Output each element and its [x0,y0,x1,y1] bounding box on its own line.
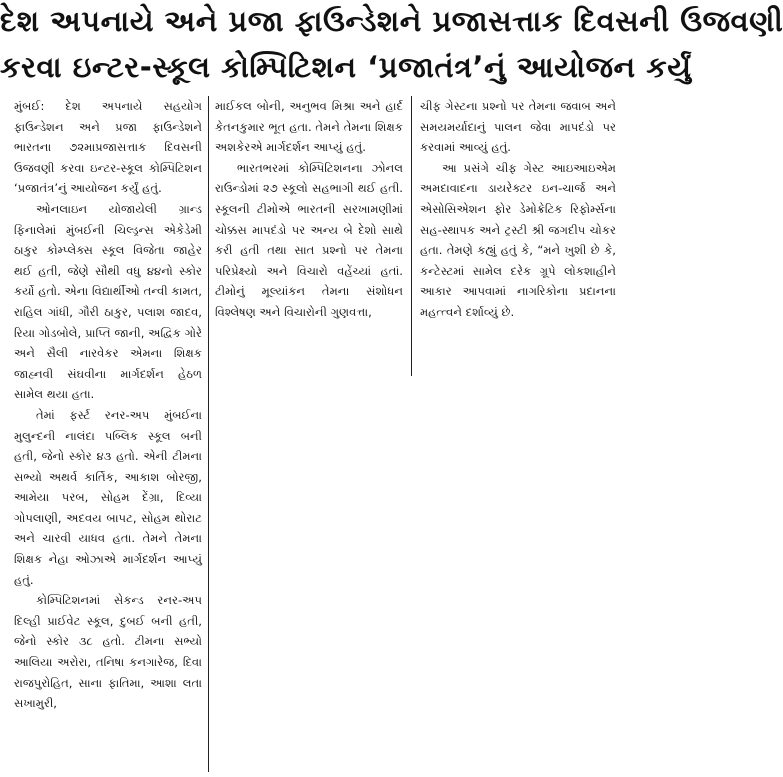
article-column-3 [420,96,616,323]
paragraph-zonal-rounds: ભારતભરમાં કોમ્પિટિશનના ઝોનલ રાઉન્ડોમાં ૨૭ સ્કૂલો સહભાગી થઈ હતી. સ્કૂલની ટીમોએ ભારતની સરખામણીમાં ચોક્કસ માપદંડો પર અન્ય બે દેશો સાથે કરી હતી તથા સાત પ્રશ્નો પર તેમના પરિપ્રેક્ષ્યો અને વિચારો વહેંચ્યાં હતાં. ટીમોનું મૂલ્યાંકન તેમના સંશોધન વિશ્લેષણ અને વિચારોની ગુણવત્તા, [215,160,403,319]
column-divider-1 [208,96,209,772]
paragraph-chief-guest: આ પ્રસંગે ચીફ ગેસ્ટ આઇઆઇએમ અમદાવાદના ડાયરેક્ટર ઇન-ચાર્જ અને એસોસિએશન ફોર ડેમોક્રેટિક રિફોર્મ્સના સહ-સ્થાપક અને ટ્રસ્ટી શ્રી જગદીપ ચોકર હતા. તેમણે કહ્યું હતું કે, “મને ખુશી છે કે, કન્ટેસ્ટમાં સામેલ દરેક ગ્રૂપે લોકશાહીને આકાર આપવામાં નાગરિકોના પ્રદાનના મહત્ત્વને દર્શાવ્યું છે. [420,160,616,319]
paragraph-intro: મુંબઈ: દેશ અપનાયે સહયોગ ફાઉન્ડેશન અને પ્રજા ફાઉન્ડેશને ભારતના ૭૨માપ્રજાસત્તાક દિવસની ઉજવણી કરવા ઇન્ટર-સ્કૂલ કોમ્પિટિશન ‘પ્રજાતંત્ર’નું આયોજન કર્યું હતું. [14,99,202,196]
paragraph-team-continued: માઈકલ બોની, અનુભવ મિશ્રા અને હાર્દ કેતનકુમાર ભૂત હતા. તેમને તેમના શિક્ષક અશકેરએ માર્ગદર્શન આપ્યું હતું. [215,99,403,155]
paragraph-first-runner-up: તેમાં ફર્સ્ટ રનર-અપ મુંબઈના મુલુન્દની નાલંદા પબ્લિક સ્કૂલ બની હતી, જેનો સ્કોર ૪૩ હતો. એની ટીમના સભ્યો અથર્વ કાર્તિક, આકાશ બોરજી, આમેયા પરબ, સોહમ દેંગ્રા, દિવ્યા ગોપલાણી, અદવય બાપટ, સોહમ થોરાટ અને ચારવી યાધવ હતા. તેમને તેમના શિક્ષક નેહા ઓઝાએ માર્ગદર્શન આપ્યું હતું. [14,407,202,587]
headline-line-2: કરવા ઇન્ટર-સ્કૂલ કોમ્પિટિશન ‘પ્રજાતંત્ર’નું આયોજન કર્યું [0,50,692,84]
article-column-2 [215,96,403,323]
column-divider-2 [411,96,412,376]
headline-line-1: દેશ અપનાયે અને પ્રજા ફાઉન્ડેશને પ્રજાસત્તાક દિવસની ઉજવણી [0,4,783,38]
article-column-1 [14,96,202,772]
paragraph-winner: ઓનલાઇન યોજાયેલી ગ્રાન્ડ ફિનાલેમાં મુંબઈની ચિલ્ડ્રન્સ એકેડેમી ઠાકુર કોમ્પ્લેક્સ સ્કૂલ વિજેતા જાહેર થઈ હતી, જેણે સૌથી વધુ ૪૪નો સ્કોર કર્યો હતો. એના વિદ્યાર્થીઓ તન્વી કામત, રાહિલ ગાંધી, ગૌરી ઠાકુર, પલાશ જાદવ, રિયા ગોડબોલે, પ્રાપ્તિ જાની, અદ્વિક ગોરે અને સૈલી નારવેકર એમના શિક્ષક જાહ્નવી સંઘવીના માર્ગદર્શન હેઠળ સામેલ થયા હતા. [14,201,202,402]
paragraph-second-runner-up: કોમ્પિટિશનમાં સેકન્ડ રનર-અપ દિલ્હી પ્રાઈવેટ સ્કૂલ, દુબઈ બની હતી, જેનો સ્કોર ૩૮ હતો. ટીમના સભ્યો આલિયા અરોરા, તનિષા કનગારેજ, દિવા રાજપુરોહિત, સાના ફાતિમા, આશા લતા સખામુરી, [14,593,202,711]
paragraph-evaluation-criteria: ચીફ ગેસ્ટના પ્રશ્નો પર તેમના જવાબ અને સમયમર્યાદાનું પાલન જેવા માપદંડો પર કરવામાં આવ્યું હતું. [420,99,616,155]
